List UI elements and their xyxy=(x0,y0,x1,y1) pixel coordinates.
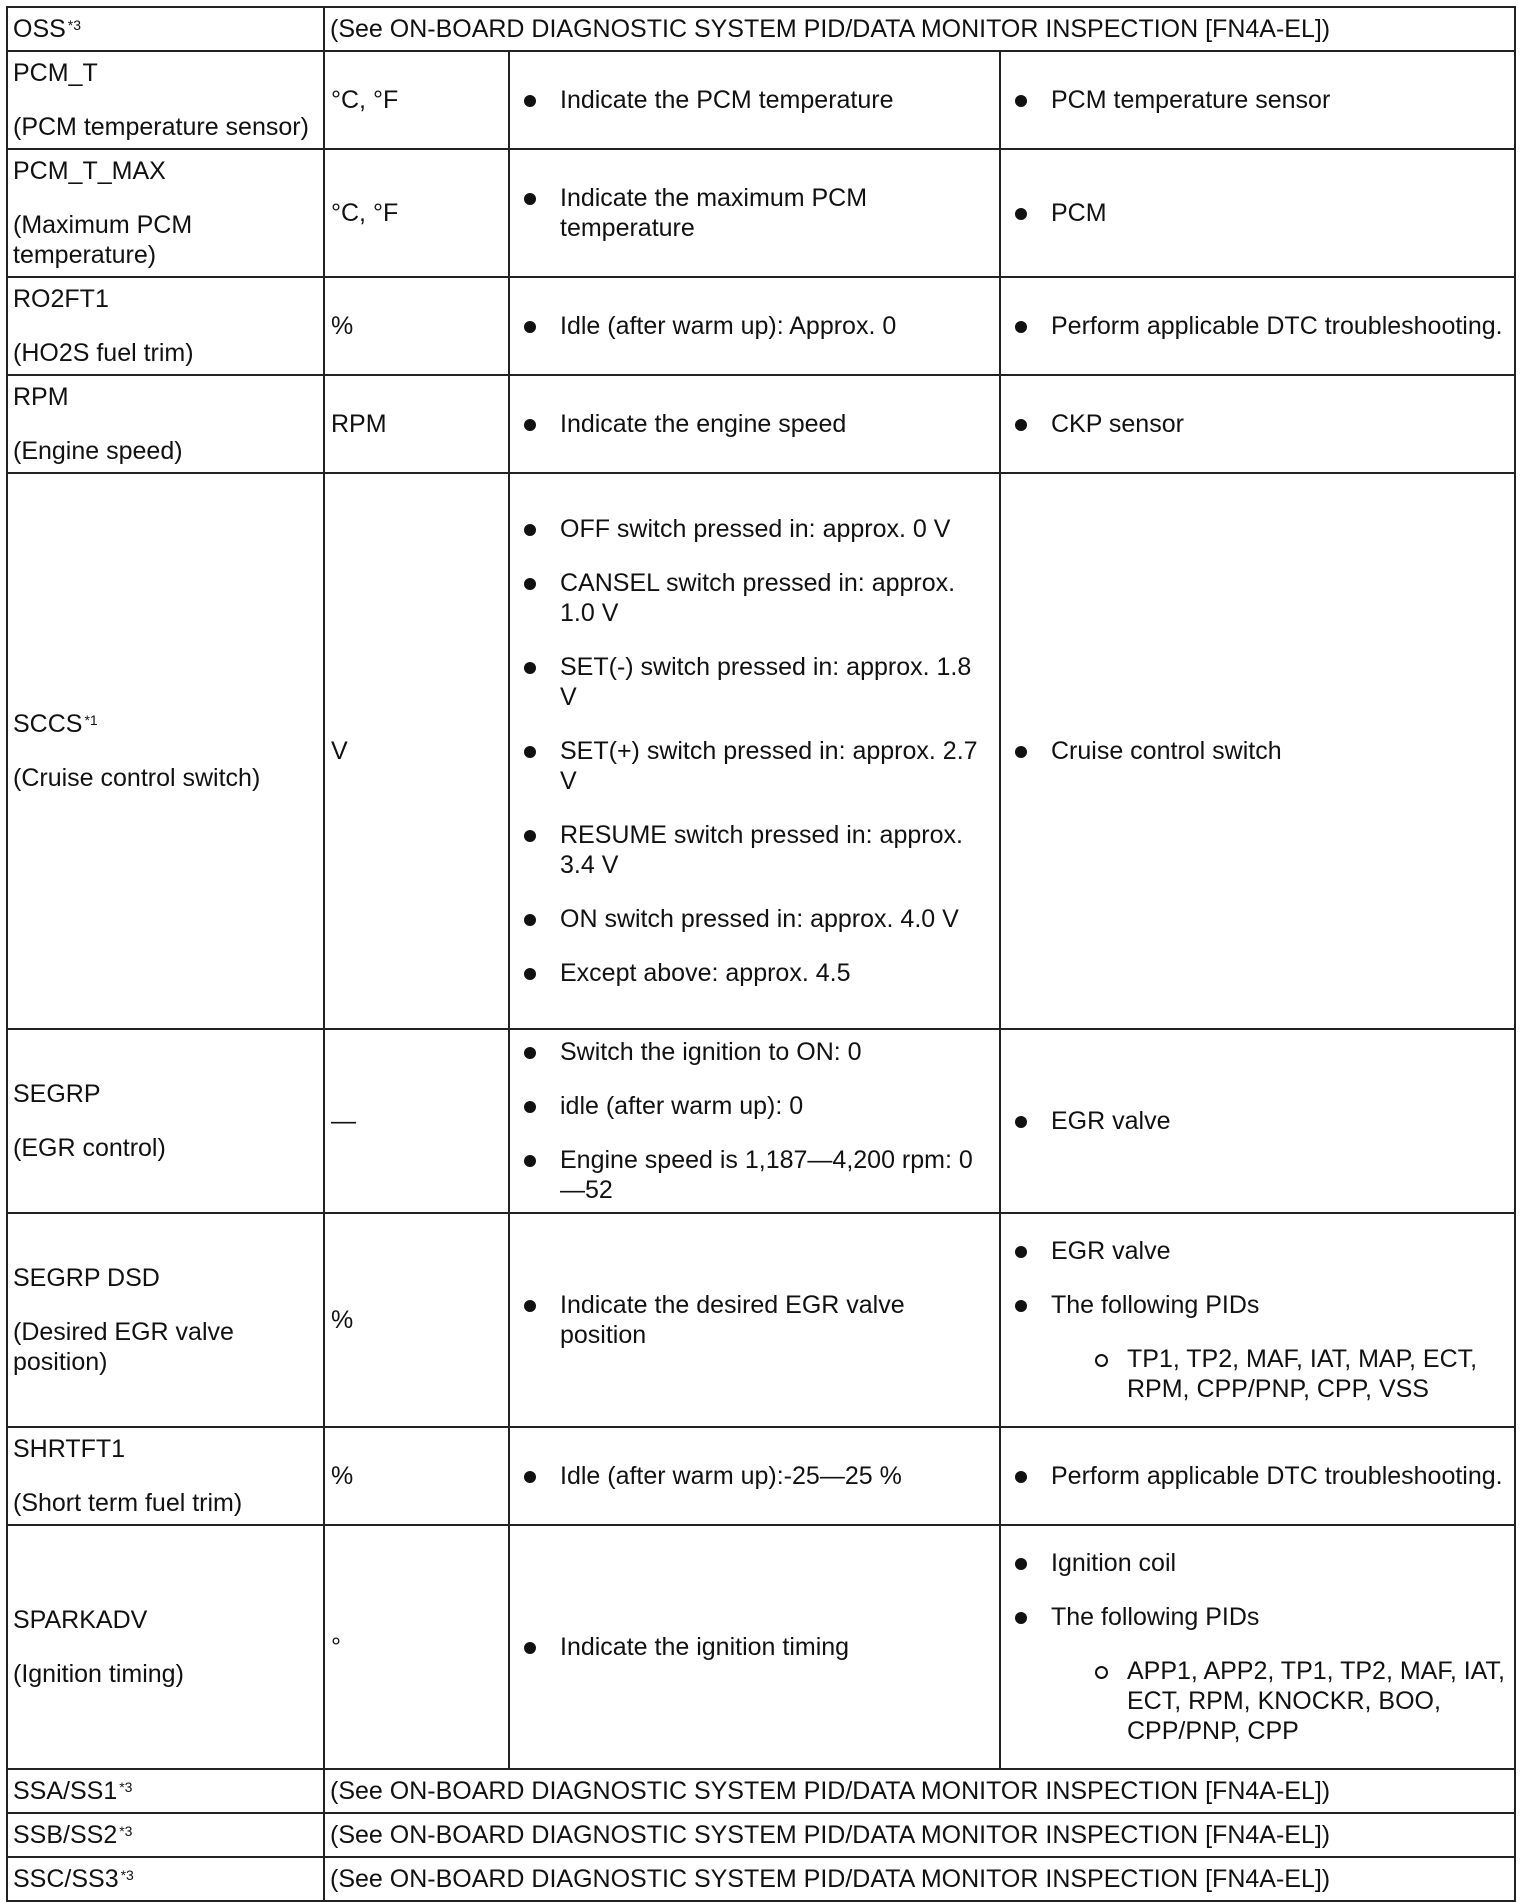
pid-name: PCM_T xyxy=(13,59,98,87)
unit-cell: RPM xyxy=(324,375,509,473)
unit-cell: °C, °F xyxy=(324,149,509,277)
pid-cell xyxy=(7,1525,324,1769)
condition-item: Except above: approx. 4.5 xyxy=(516,958,993,988)
pid-description: (Cruise control switch) xyxy=(13,764,261,792)
check-cell xyxy=(1000,473,1515,1029)
unit-cell: ° xyxy=(324,1525,509,1769)
pid-name: RPM xyxy=(13,383,69,411)
pid-cell xyxy=(7,51,324,149)
check-item xyxy=(1007,1290,1508,1404)
unit-cell: % xyxy=(324,277,509,375)
check-subitem: APP1, APP2, TP1, TP2, MAF, IAT, ECT, RPM, KNOCKR, BOO, CPP/PNP, CPP xyxy=(1051,1656,1508,1746)
pid-description: (Ignition timing) xyxy=(13,1660,184,1688)
pid-name: SSB/SS2 xyxy=(13,1821,118,1849)
pid-name: RO2FT1 xyxy=(13,285,109,313)
condition-item: RESUME switch pressed in: approx. 3.4 V xyxy=(516,820,993,880)
table-row xyxy=(7,1525,1515,1769)
condition-item: ON switch pressed in: approx. 4.0 V xyxy=(516,904,993,934)
pid-name: SCCS xyxy=(13,710,83,738)
table-row xyxy=(7,51,1515,149)
pid-name: PCM_T_MAX xyxy=(13,157,166,185)
check-cell xyxy=(1000,1525,1515,1769)
check-cell xyxy=(1000,51,1515,149)
unit-cell: — xyxy=(324,1029,509,1213)
pid-cell xyxy=(7,149,324,277)
footnote-mark: *3 xyxy=(119,1779,133,1795)
condition-cell xyxy=(509,1427,1000,1525)
reference-cell: (See ON-BOARD DIAGNOSTIC SYSTEM PID/DATA MONITOR INSPECTION [FN4A-EL]) xyxy=(324,1813,1515,1857)
condition-cell xyxy=(509,149,1000,277)
condition-cell xyxy=(509,375,1000,473)
check-item-label: The following PIDs xyxy=(1051,1603,1260,1631)
table-row xyxy=(7,277,1515,375)
check-item-label: The following PIDs xyxy=(1051,1291,1260,1319)
pid-description: (HO2S fuel trim) xyxy=(13,339,194,367)
pid-data-table xyxy=(6,6,1516,1902)
condition-item: Engine speed is 1,187—4,200 rpm: 0—52 xyxy=(516,1145,993,1205)
table-row xyxy=(7,7,1515,51)
condition-item: CANSEL switch pressed in: approx. 1.0 V xyxy=(516,568,993,628)
pid-description: (PCM temperature sensor) xyxy=(13,113,309,141)
condition-cell xyxy=(509,51,1000,149)
pid-cell xyxy=(7,1813,324,1857)
check-item: Perform applicable DTC troubleshooting. xyxy=(1007,311,1508,341)
check-item: EGR valve xyxy=(1007,1236,1508,1266)
pid-description: (Short term fuel trim) xyxy=(13,1489,243,1517)
pid-cell xyxy=(7,1769,324,1813)
condition-cell xyxy=(509,1213,1000,1427)
check-cell xyxy=(1000,1213,1515,1427)
pid-name: SEGRP DSD xyxy=(13,1264,160,1292)
unit-cell: % xyxy=(324,1213,509,1427)
condition-cell xyxy=(509,277,1000,375)
table-row xyxy=(7,149,1515,277)
check-cell xyxy=(1000,1029,1515,1213)
check-cell xyxy=(1000,1427,1515,1525)
pid-name: SHRTFT1 xyxy=(13,1435,126,1463)
pid-name: SSC/SS3 xyxy=(13,1865,119,1893)
table-row xyxy=(7,375,1515,473)
condition-cell xyxy=(509,1525,1000,1769)
condition-item: Indicate the ignition timing xyxy=(516,1632,993,1662)
condition-item: Indicate the desired EGR valve position xyxy=(516,1290,993,1350)
pid-name: OSS xyxy=(13,15,66,43)
footnote-mark: *3 xyxy=(119,1823,133,1839)
condition-item: Indicate the engine speed xyxy=(516,409,993,439)
check-item: PCM temperature sensor xyxy=(1007,85,1508,115)
condition-item: Idle (after warm up): Approx. 0 xyxy=(516,311,993,341)
unit-cell: % xyxy=(324,1427,509,1525)
reference-cell: (See ON-BOARD DIAGNOSTIC SYSTEM PID/DATA MONITOR INSPECTION [FN4A-EL]) xyxy=(324,1769,1515,1813)
pid-cell xyxy=(7,7,324,51)
table-row xyxy=(7,1213,1515,1427)
pid-cell xyxy=(7,1857,324,1901)
unit-cell: °C, °F xyxy=(324,51,509,149)
condition-item: Indicate the maximum PCM temperature xyxy=(516,183,993,243)
check-item xyxy=(1007,1602,1508,1746)
check-item: Ignition coil xyxy=(1007,1548,1508,1578)
pid-cell xyxy=(7,473,324,1029)
condition-item: idle (after warm up): 0 xyxy=(516,1091,993,1121)
pid-cell xyxy=(7,1427,324,1525)
check-item: CKP sensor xyxy=(1007,409,1508,439)
pid-name: SPARKADV xyxy=(13,1606,148,1634)
pid-description: (Desired EGR valve position) xyxy=(13,1318,234,1376)
check-cell xyxy=(1000,375,1515,473)
condition-item: Idle (after warm up):-25—25 % xyxy=(516,1461,993,1491)
footnote-mark: *3 xyxy=(120,1867,134,1883)
table-row xyxy=(7,473,1515,1029)
condition-item: Switch the ignition to ON: 0 xyxy=(516,1037,993,1067)
check-cell xyxy=(1000,149,1515,277)
condition-cell xyxy=(509,473,1000,1029)
condition-item: SET(+) switch pressed in: approx. 2.7 V xyxy=(516,736,993,796)
pid-name: SSA/SS1 xyxy=(13,1777,118,1805)
condition-item: SET(-) switch pressed in: approx. 1.8 V xyxy=(516,652,993,712)
pid-name: SEGRP xyxy=(13,1080,101,1108)
condition-cell xyxy=(509,1029,1000,1213)
pid-description: (EGR control) xyxy=(13,1134,166,1162)
check-item: EGR valve xyxy=(1007,1106,1508,1136)
check-subitem: TP1, TP2, MAF, IAT, MAP, ECT, RPM, CPP/PNP, CPP, VSS xyxy=(1051,1344,1508,1404)
check-cell xyxy=(1000,277,1515,375)
table-row xyxy=(7,1813,1515,1857)
reference-cell: (See ON-BOARD DIAGNOSTIC SYSTEM PID/DATA MONITOR INSPECTION [FN4A-EL]) xyxy=(324,7,1515,51)
footnote-mark: *1 xyxy=(84,712,98,728)
check-item: Perform applicable DTC troubleshooting. xyxy=(1007,1461,1508,1491)
footnote-mark: *3 xyxy=(67,17,82,33)
unit-cell: V xyxy=(324,473,509,1029)
reference-cell: (See ON-BOARD DIAGNOSTIC SYSTEM PID/DATA MONITOR INSPECTION [FN4A-EL]) xyxy=(324,1857,1515,1901)
pid-cell xyxy=(7,277,324,375)
table-row xyxy=(7,1029,1515,1213)
pid-description: (Engine speed) xyxy=(13,437,183,465)
pid-cell xyxy=(7,1213,324,1427)
condition-item: OFF switch pressed in: approx. 0 V xyxy=(516,514,993,544)
table-row xyxy=(7,1857,1515,1901)
table-row xyxy=(7,1427,1515,1525)
pid-description: (Maximum PCM temperature) xyxy=(13,211,193,269)
check-item: Cruise control switch xyxy=(1007,736,1508,766)
condition-item: Indicate the PCM temperature xyxy=(516,85,993,115)
pid-cell xyxy=(7,1029,324,1213)
table-row xyxy=(7,1769,1515,1813)
pid-cell xyxy=(7,375,324,473)
check-item: PCM xyxy=(1007,198,1508,228)
